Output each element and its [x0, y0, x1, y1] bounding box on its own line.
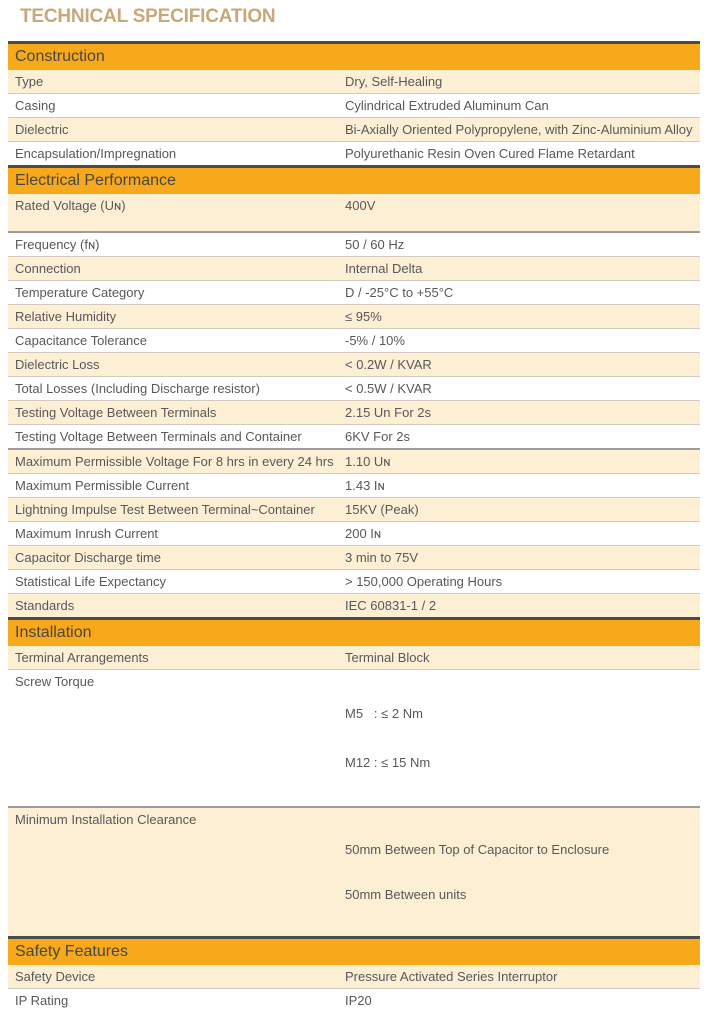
spec-value: Dry, Self-Healing — [345, 74, 443, 89]
table-row — [8, 118, 700, 142]
section-title: Construction — [15, 48, 105, 65]
section-header-installation — [8, 617, 700, 646]
table-row — [8, 257, 700, 281]
spec-value: Terminal Block — [345, 650, 430, 665]
spec-label: Statistical Life Expectancy — [15, 574, 167, 589]
spec-value: Pressure Activated Series Interruptor — [345, 969, 558, 984]
spec-label: Dielectric — [15, 122, 69, 137]
spec-value-line: M12 : ≤ 15 Nm — [345, 755, 431, 770]
table-row — [8, 377, 700, 401]
spec-value: > 150,000 Operating Hours — [345, 574, 503, 589]
spec-value-line: 50mm Between Top of Capacitor to Enclosure — [345, 842, 610, 857]
spec-label: Frequency (fɴ) — [15, 237, 100, 252]
table-row — [8, 70, 700, 94]
page-title: TECHNICAL SPECIFICATION — [20, 6, 276, 27]
spec-label: Minimum Installation Clearance — [15, 812, 197, 827]
spec-label: Relative Humidity — [15, 309, 117, 324]
spec-label: Maximum Permissible Current — [15, 478, 190, 493]
table-row — [8, 546, 700, 570]
spec-label: Safety Device — [15, 969, 96, 984]
section-header-safety-features — [8, 936, 700, 965]
spec-label: Maximum Permissible Voltage For 8 hrs in every 24 hrs — [15, 454, 334, 469]
section-header-construction — [8, 41, 700, 70]
spec-label: Connection — [15, 261, 81, 276]
table-row — [8, 670, 700, 808]
table-row — [8, 353, 700, 377]
table-row — [8, 594, 700, 617]
spec-value: 1.43 Iɴ — [345, 478, 385, 493]
table-row — [8, 450, 700, 474]
spec-value: 400V — [345, 198, 376, 213]
spec-value: D / -25°C to +55°C — [345, 285, 454, 300]
table-row — [8, 989, 700, 1012]
spec-label: Testing Voltage Between Terminals and Container — [15, 429, 302, 444]
table-row — [8, 965, 700, 989]
table-row — [8, 425, 700, 450]
spec-label: Maximum Inrush Current — [15, 526, 159, 541]
table-row — [8, 305, 700, 329]
table-row — [8, 233, 700, 257]
spec-value: 15KV (Peak) — [345, 502, 419, 517]
spec-value: 3 min to 75V — [345, 550, 418, 565]
spec-value: 1.10 Uɴ — [345, 454, 391, 469]
table-row — [8, 401, 700, 425]
table-row — [8, 570, 700, 594]
spec-sheet-page — [0, 6, 708, 1012]
spec-value — [345, 670, 700, 806]
spec-value: 200 Iɴ — [345, 526, 382, 541]
section-header-electrical-performance — [8, 165, 700, 194]
spec-label: Type — [15, 74, 44, 89]
spec-label: Temperature Category — [15, 285, 145, 300]
spec-label: Total Losses (Including Discharge resistor) — [15, 381, 260, 396]
table-row — [8, 142, 700, 165]
spec-label: Encapsulation/Impregnation — [15, 146, 177, 161]
spec-label: Terminal Arrangements — [15, 650, 149, 665]
section-title: Safety Features — [15, 943, 128, 960]
spec-value: 6KV For 2s — [345, 429, 411, 444]
spec-label: Capacitance Tolerance — [15, 333, 148, 348]
spec-value: ≤ 95% — [345, 309, 382, 324]
table-row — [8, 329, 700, 353]
spec-value: 2.15 Un For 2s — [345, 405, 431, 420]
spec-value: < 0.2W / KVAR — [345, 357, 432, 372]
spec-value: IEC 60831-1 / 2 — [345, 598, 437, 613]
table-row — [8, 94, 700, 118]
spec-value-line: 50mm Between units — [345, 887, 467, 902]
spec-value: Bi-Axially Oriented Polypropylene, with Zinc-Aluminium Alloy — [345, 122, 693, 137]
table-row — [8, 808, 700, 936]
spec-label: Testing Voltage Between Terminals — [15, 405, 217, 420]
table-row — [8, 498, 700, 522]
spec-value: Cylindrical Extruded Aluminum Can — [345, 98, 549, 113]
spec-value — [345, 808, 700, 936]
spec-label: IP Rating — [15, 993, 69, 1008]
spec-label: Dielectric Loss — [15, 357, 100, 372]
spec-value: < 0.5W / KVAR — [345, 381, 432, 396]
table-row — [8, 522, 700, 546]
spec-label: Screw Torque — [15, 674, 95, 689]
spec-value: Polyurethanic Resin Oven Cured Flame Retardant — [345, 146, 635, 161]
spec-label: Rated Voltage (Uɴ) — [15, 198, 126, 213]
spec-value: Internal Delta — [345, 261, 423, 276]
table-row — [8, 194, 700, 233]
table-row — [8, 281, 700, 305]
spec-table — [8, 41, 700, 1012]
table-row — [8, 474, 700, 498]
spec-value: -5% / 10% — [345, 333, 405, 348]
section-title: Electrical Performance — [15, 172, 176, 189]
spec-label: Standards — [15, 598, 75, 613]
spec-value: IP20 — [345, 993, 372, 1008]
spec-label: Lightning Impulse Test Between Terminal~Container — [15, 502, 315, 517]
table-row — [8, 646, 700, 670]
spec-value: 50 / 60 Hz — [345, 237, 405, 252]
spec-label: Casing — [15, 98, 56, 113]
spec-value-line: M5 : ≤ 2 Nm — [345, 706, 423, 721]
spec-label: Capacitor Discharge time — [15, 550, 161, 565]
section-title: Installation — [15, 624, 92, 641]
